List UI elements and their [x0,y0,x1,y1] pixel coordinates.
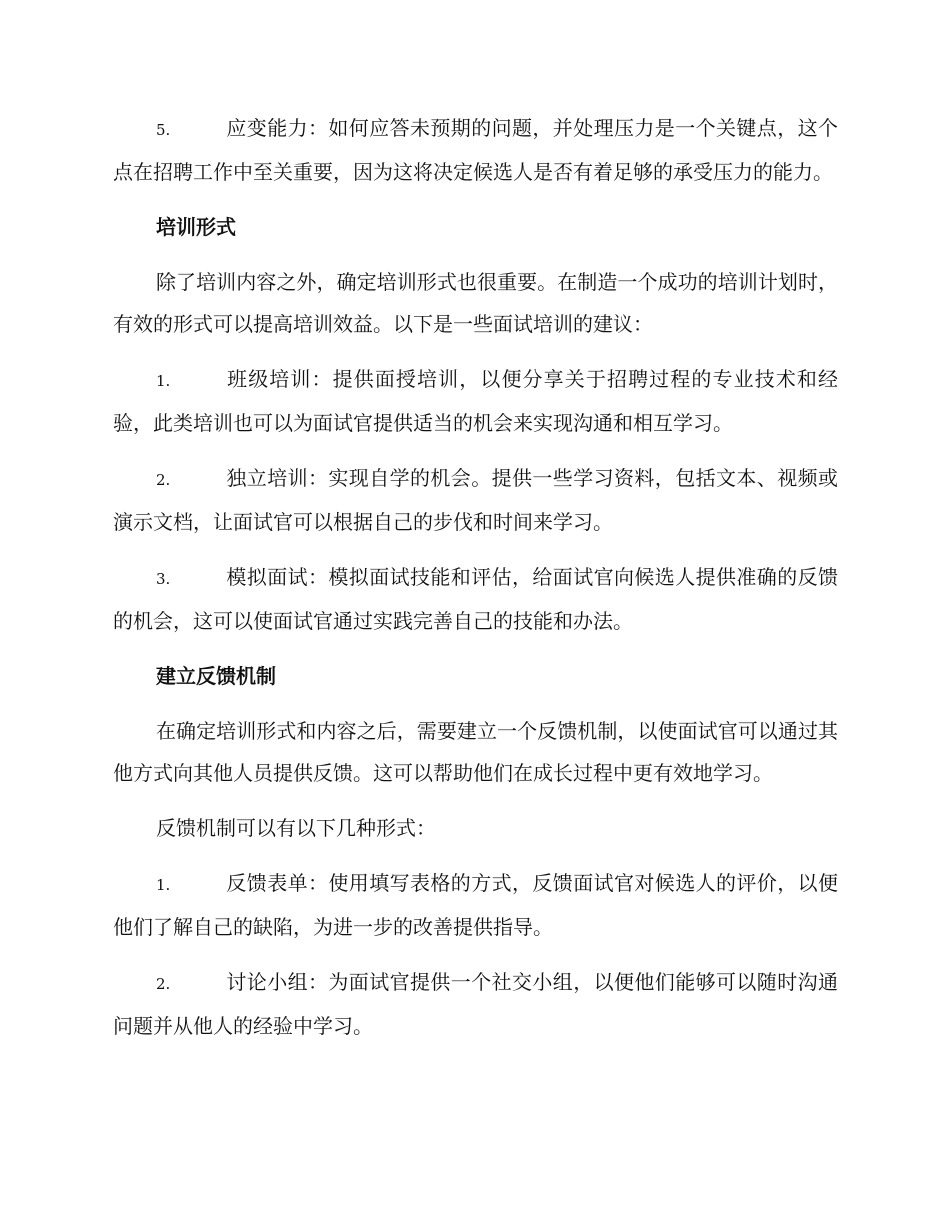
list-number: 5. [156,121,171,139]
list-item-text: 班级培训：提供面授培训，以便分享关于招聘过程的专业技术和经验，此类培训也可以为面试官提供适当的机会来实现沟通和相互学习。 [113,367,838,435]
list-item [113,556,838,642]
list-number: 2. [156,975,171,993]
list-item [113,862,838,948]
paragraph: 在确定培训形式和内容之后，需要建立一个反馈机制，以使面试官可以通过其他方式向其他人员提供反馈。这可以帮助他们在成长过程中更有效地学习。 [113,719,838,785]
list-item [113,961,838,1047]
list-number: 1. [156,876,171,894]
paragraph: 反馈机制可以有以下几种形式： [156,816,436,840]
list-number: 1. [156,372,171,390]
section-heading-training-form: 培训形式 [156,215,236,239]
list-item-text: 独立培训：实现自学的机会。提供一些学习资料，包括文本、视频或演示文档，让面试官可以根据自己的步伐和时间来学习。 [113,466,838,534]
list-item-text: 应变能力：如何应答未预期的问题，并处理压力是一个关键点，这个点在招聘工作中至关重要，因为这将决定候选人是否有着足够的承受压力的能力。 [113,116,838,184]
section-heading-feedback: 建立反馈机制 [156,664,276,688]
list-number: 2. [156,471,171,489]
list-item [113,457,838,543]
list-item [113,358,838,444]
list-number: 3. [156,570,171,588]
paragraph: 除了培训内容之外，确定培训形式也很重要。在制造一个成功的培训计划时，有效的形式可以提高培训效益。以下是一些面试培训的建议： [113,270,838,336]
list-item-text: 讨论小组：为面试官提供一个社交小组，以便他们能够可以随时沟通问题并从他人的经验中学习。 [113,970,838,1038]
list-item [113,107,838,193]
list-item-text: 反馈表单：使用填写表格的方式，反馈面试官对候选人的评价，以便他们了解自己的缺陷，为进一步的改善提供指导。 [113,871,838,939]
list-item-text: 模拟面试：模拟面试技能和评估，给面试官向候选人提供准确的反馈的机会，这可以使面试官通过实践完善自己的技能和办法。 [113,565,838,633]
document-body [113,107,838,1060]
